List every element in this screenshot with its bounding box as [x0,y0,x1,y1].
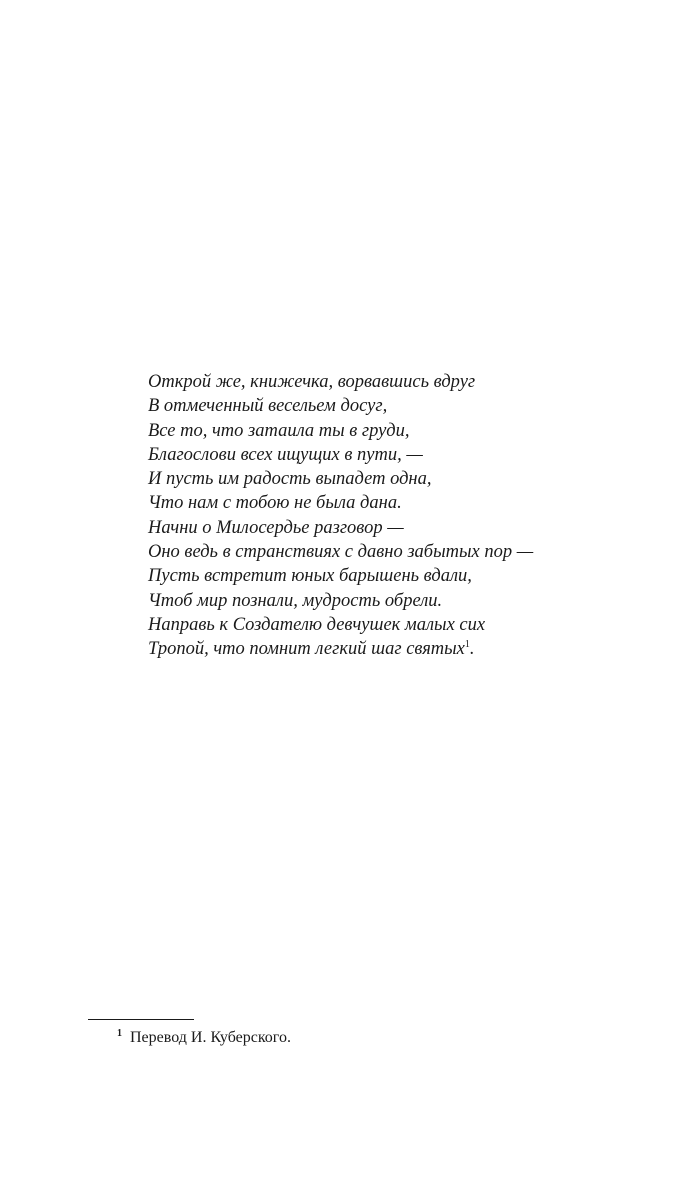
poem-line: Что нам с тобою не была дана. [148,493,402,514]
poem-line: Начни о Милосердье разговор — [148,517,404,538]
poem-line: Все то, что затаила ты в груди, [148,420,410,441]
poem-line: И пусть им радость выпадет одна, [148,469,432,490]
poem-line: В отмеченный весельем досуг, [148,396,388,417]
poem-line: Пусть встретит юных барышень вдали, [148,566,472,587]
poem-line-text: Тропой, что помнит легкий шаг святых [148,639,465,660]
poem [148,370,628,662]
poem-line: Оно ведь в странствиях с давно забытых пор — [148,542,534,563]
poem-line: Чтоб мир познали, мудрость обрели. [148,590,443,611]
footnote-divider [88,1019,194,1020]
poem-line-last [148,637,628,661]
footnote-reference[interactable]: 1 [464,639,470,651]
poem-line-end: . [469,639,475,660]
footnote-text: Перевод И. Куберского. [130,1029,291,1046]
poem-line: Направь к Создателю девчушек малых сих [148,614,486,635]
footnote [117,1028,291,1048]
footnote-number: 1 [117,1027,122,1039]
poem-line: Открой же, книжечка, ворвавшись вдруг [148,372,476,392]
poem-line: Благослови всех ищущих в пути, — [148,444,423,465]
